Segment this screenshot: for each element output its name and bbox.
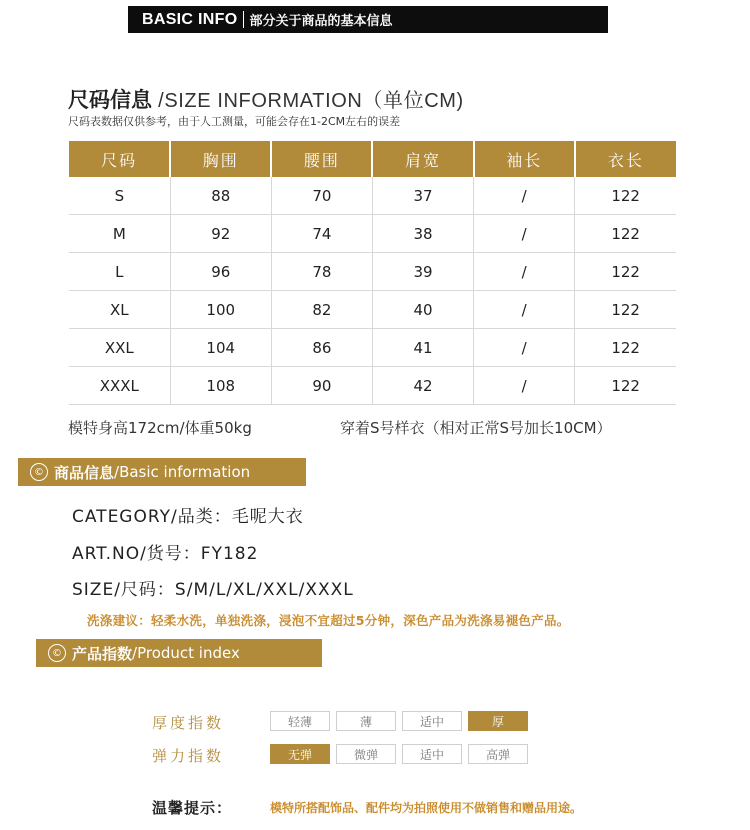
thickness-label: 厚度指数	[152, 714, 225, 732]
table-cell: 122	[575, 367, 676, 405]
table-cell: 108	[170, 367, 271, 405]
tip-label: 温馨提示：	[152, 799, 233, 817]
thickness-scale	[270, 711, 528, 731]
table-cell: /	[474, 253, 575, 291]
table-cell: XL	[69, 291, 170, 329]
thickness-option: 厚	[468, 711, 528, 731]
table-cell: 88	[170, 177, 271, 215]
thickness-option: 薄	[336, 711, 396, 731]
table-cell: /	[474, 329, 575, 367]
table-cell: XXXL	[69, 367, 170, 405]
table-row	[69, 291, 676, 329]
header-length: 衣长	[575, 141, 676, 177]
size-table-header-row	[69, 141, 676, 177]
table-cell: /	[474, 291, 575, 329]
table-cell: 86	[271, 329, 372, 367]
table-cell: 122	[575, 177, 676, 215]
table-cell: 37	[372, 177, 473, 215]
elasticity-option: 微弹	[336, 744, 396, 764]
banner-title-cn: 部分关于商品的基本信息	[249, 14, 393, 29]
table-cell: 40	[372, 291, 473, 329]
table-row	[69, 253, 676, 291]
model-measurements: 模特身高172cm/体重50kg	[68, 419, 252, 437]
product-index-title-zh: 产品指数	[72, 644, 133, 663]
table-cell: 82	[271, 291, 372, 329]
size-table-body	[69, 177, 676, 405]
table-cell: XXL	[69, 329, 170, 367]
table-cell: 42	[372, 367, 473, 405]
table-cell: 38	[372, 215, 473, 253]
table-cell: 92	[170, 215, 271, 253]
table-cell: 41	[372, 329, 473, 367]
basic-info-title-en: /Basic information	[114, 463, 251, 481]
product-index-title-en: /Product index	[132, 644, 240, 662]
table-cell: 100	[170, 291, 271, 329]
table-cell: 78	[271, 253, 372, 291]
table-cell: 74	[271, 215, 372, 253]
wash-advice: 洗涤建议：轻柔水洗，单独洗涤，浸泡不宜超过5分钟，深色产品为洗涤易褪色产品。	[87, 613, 570, 628]
table-cell: 122	[575, 329, 676, 367]
table-cell: 122	[575, 291, 676, 329]
table-row	[69, 215, 676, 253]
art-no-line: ART.NO/货号：FY182	[72, 544, 259, 564]
product-index-bar	[36, 639, 322, 667]
basic-info-title-zh: 商品信息	[54, 463, 115, 482]
header-shoulder: 肩宽	[372, 141, 473, 177]
header-banner	[128, 6, 608, 33]
table-cell: /	[474, 215, 575, 253]
banner-divider	[243, 11, 244, 28]
table-cell: 96	[170, 253, 271, 291]
table-cell: L	[69, 253, 170, 291]
elasticity-label: 弹力指数	[152, 747, 225, 765]
table-row	[69, 329, 676, 367]
header-waist: 腰围	[271, 141, 372, 177]
size-section-title	[68, 84, 464, 114]
banner-title-en: BASIC INFO	[142, 10, 238, 28]
table-cell: S	[69, 177, 170, 215]
table-cell: 39	[372, 253, 473, 291]
thickness-option: 轻薄	[270, 711, 330, 731]
table-row	[69, 177, 676, 215]
thickness-option: 适中	[402, 711, 462, 731]
tip-text: 模特所搭配饰品、配件均为拍照使用不做销售和赠品用途。	[270, 801, 583, 815]
size-note: 尺码表数据仅供参考，由于人工测量，可能会存在1-2CM左右的误差	[68, 115, 401, 128]
table-cell: M	[69, 215, 170, 253]
header-sleeve: 袖长	[474, 141, 575, 177]
header-size: 尺码	[69, 141, 170, 177]
size-table	[69, 141, 676, 405]
table-cell: 104	[170, 329, 271, 367]
basic-info-bar	[18, 458, 306, 486]
table-cell: /	[474, 177, 575, 215]
copyright-icon: ©	[30, 463, 48, 481]
table-cell: 90	[271, 367, 372, 405]
size-title-zh: 尺码信息	[68, 88, 152, 112]
elasticity-scale	[270, 744, 528, 764]
copyright-icon: ©	[48, 644, 66, 662]
table-cell: 70	[271, 177, 372, 215]
elasticity-option: 无弹	[270, 744, 330, 764]
table-cell: 122	[575, 215, 676, 253]
elasticity-option: 适中	[402, 744, 462, 764]
elasticity-option: 高弹	[468, 744, 528, 764]
table-cell: 122	[575, 253, 676, 291]
table-cell: /	[474, 367, 575, 405]
sizes-line: SIZE/尺码：S/M/L/XL/XXL/XXXL	[72, 580, 354, 600]
header-bust: 胸围	[170, 141, 271, 177]
table-row	[69, 367, 676, 405]
sample-size-note: 穿着S号样衣（相对正常S号加长10CM）	[340, 419, 612, 437]
category-line: CATEGORY/品类：毛呢大衣	[72, 507, 304, 527]
size-title-en: /SIZE INFORMATION（单位CM)	[152, 90, 464, 112]
